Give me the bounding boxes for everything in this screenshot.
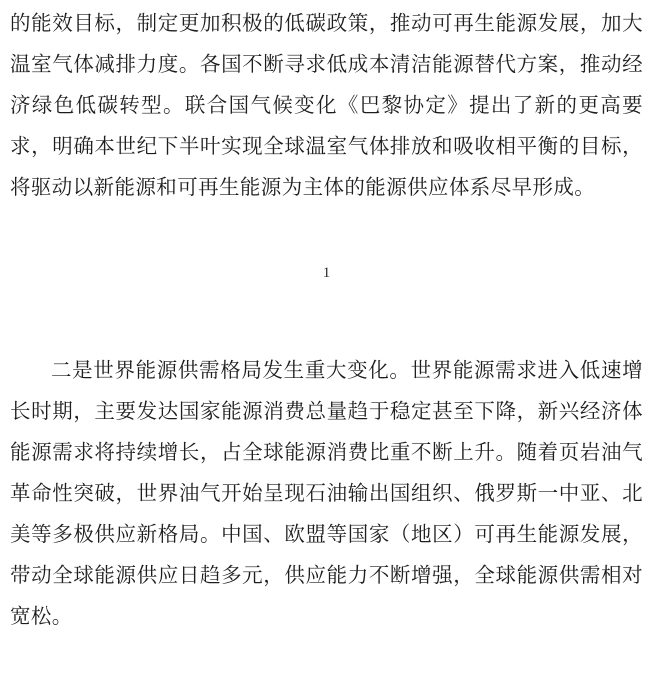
page-number: 1 — [322, 265, 331, 281]
paragraph-second-point: 二是世界能源供需格局发生重大变化。世界能源需求进入低速增长时期，主要发达国家能源消费总量趋于稳定甚至下降，新兴经济体能源需求将持续增长，占全球能源消费比重不断上升。随着页岩油气革命性突破，世界油气开始呈现石油输出国组织、俄罗斯一中亚、北美等多极供应新格局。中国、欧盟等国家（地区）可再生能源发展，带动全球能源供应日趋多元，供应能力不断增强，全球能源供需相对宽松。 — [10, 360, 643, 628]
spacer-after-page-number — [10, 283, 643, 351]
paragraph-continued: 的能效目标，制定更加积极的低碳政策，推动可再生能源发展，加大温室气体减排力度。各国不断寻求低成本清洁能源替代方案，推动经济绿色低碳转型。联合国气候变化《巴黎协定》提出了新的更高要求，明确本世纪下半叶实现全球温室气体排放和吸收相平衡的目标，将驱动以新能源和可再生能源为主体的能源供应体系尽早形成。 — [10, 13, 643, 199]
paragraph-block-second-point — [10, 351, 643, 638]
paragraph-block-continued — [10, 4, 643, 209]
spacer-before-page-number — [10, 209, 643, 263]
